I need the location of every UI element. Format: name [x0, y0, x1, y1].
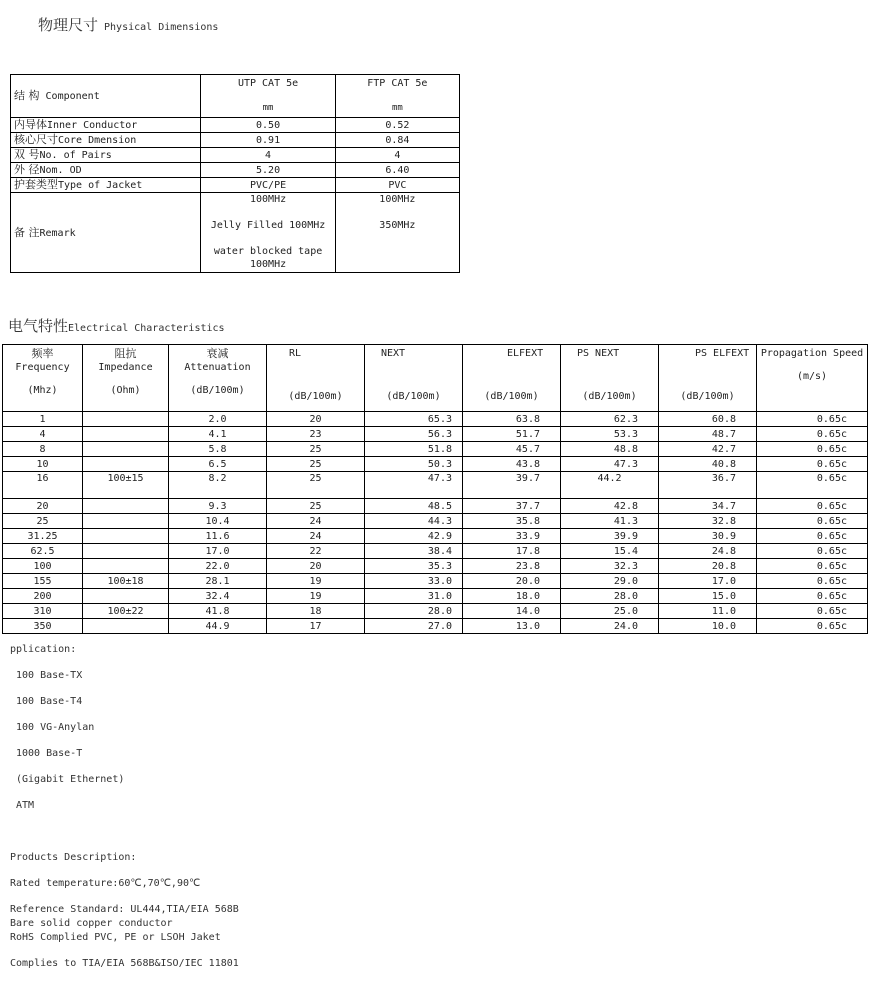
table-row: [11, 118, 460, 133]
table-cell: 50.3: [365, 457, 463, 472]
table-cell: 47.3: [561, 457, 659, 472]
table-cell: 28.0: [365, 604, 463, 619]
table-cell: 38.4: [365, 544, 463, 559]
table-cell: 20.8: [659, 559, 757, 574]
table-cell: 15.4: [561, 544, 659, 559]
table-cell: 20.0: [463, 574, 561, 589]
remark-utp-line: Jelly Filled 100MHz: [210, 220, 326, 231]
column-header: [83, 345, 169, 412]
table-cell: 29.0: [561, 574, 659, 589]
table-row: [3, 442, 868, 457]
column-unit: (m/s): [796, 371, 828, 382]
table-cell: 0.65c: [757, 472, 868, 499]
table-cell: [83, 499, 169, 514]
table-cell: 47.3: [365, 472, 463, 499]
remark-ftp: [335, 193, 459, 273]
utp-header-label: UTP CAT 5e: [237, 78, 299, 89]
table-cell: 0.65c: [757, 604, 868, 619]
table-row: [3, 499, 868, 514]
utp-value: 5.20: [201, 163, 335, 178]
table-cell: 17.0: [659, 574, 757, 589]
remark-ftp-line: 350MHz: [379, 220, 416, 231]
column-unit: (Mhz): [27, 385, 58, 396]
application-item: 100 VG-Anylan: [16, 722, 95, 733]
table-cell: 0.65c: [757, 589, 868, 604]
physical-title-cn: 物理尺寸: [38, 18, 99, 34]
table-cell: 30.9: [659, 529, 757, 544]
table-row: [11, 193, 460, 273]
products-title: Products Description:: [10, 852, 137, 863]
column-unit: (dB/100m): [680, 391, 735, 402]
table-row: [3, 559, 868, 574]
remark-utp-line: 100MHz: [250, 194, 287, 205]
table-cell: 350: [3, 619, 83, 634]
table-cell: 4.1: [169, 427, 267, 442]
complies-note: Complies to TIA/EIA 568B&ISO/IEC 11801: [10, 958, 239, 969]
physical-title-en: Physical Dimensions: [104, 22, 219, 33]
table-cell: 32.4: [169, 589, 267, 604]
table-cell: 0.65c: [757, 619, 868, 634]
column-header: [3, 345, 83, 412]
ftp-header-label: FTP CAT 5e: [367, 78, 428, 89]
component-label-en: Core Dmension: [58, 135, 137, 146]
column-unit: (Ohm): [110, 385, 141, 396]
column-header: [463, 345, 561, 412]
table-cell: [83, 442, 169, 457]
application-item: 1000 Base-T: [16, 748, 83, 759]
table-cell: 6.5: [169, 457, 267, 472]
remark-utp-line: water blocked tape: [213, 246, 323, 257]
table-cell: 0.65c: [757, 544, 868, 559]
utp-value: 0.50: [201, 118, 335, 133]
table-cell: 5.8: [169, 442, 267, 457]
reference-standard: Reference Standard: UL444,TIA/EIA 568B: [10, 904, 239, 915]
column-header-en: NEXT: [381, 348, 406, 359]
column-header: [757, 345, 868, 412]
table-cell: 53.3: [561, 427, 659, 442]
table-cell: [83, 514, 169, 529]
table-cell: [83, 619, 169, 634]
bare-copper: Bare solid copper conductor: [10, 918, 173, 929]
ftp-header: [335, 75, 459, 118]
table-cell: 44.9: [169, 619, 267, 634]
table-row: [3, 529, 868, 544]
table-cell: 9.3: [169, 499, 267, 514]
component-label-cn: 外 径: [14, 163, 40, 176]
application-item: 100 Base-TX: [16, 670, 83, 681]
column-unit: (dB/100m): [190, 385, 245, 396]
ftp-unit: mm: [391, 103, 403, 113]
table-cell: 0.65c: [757, 574, 868, 589]
table-cell: 33.9: [463, 529, 561, 544]
column-header-en: Propagation Speed: [760, 348, 864, 359]
table-cell: 8.2: [169, 472, 267, 499]
table-cell: 28.1: [169, 574, 267, 589]
table-cell: 0.65c: [757, 457, 868, 472]
remark-label: [11, 193, 201, 273]
table-cell: 200: [3, 589, 83, 604]
table-cell: 48.7: [659, 427, 757, 442]
remark-utp-line: 100MHz: [250, 259, 287, 270]
column-header: [561, 345, 659, 412]
component-label-cn: 内导体: [14, 118, 47, 131]
table-cell: 100: [3, 559, 83, 574]
table-cell: 0.65c: [757, 427, 868, 442]
table-cell: 25: [267, 442, 365, 457]
table-cell: 35.8: [463, 514, 561, 529]
table-cell: 25: [267, 472, 365, 499]
column-unit: (dB/100m): [484, 391, 539, 402]
table-row: [3, 589, 868, 604]
component-label: [11, 148, 201, 163]
table-cell: [83, 589, 169, 604]
table-cell: 10: [3, 457, 83, 472]
table-cell: 51.8: [365, 442, 463, 457]
table-row: [11, 148, 460, 163]
table-cell: [83, 559, 169, 574]
electrical-characteristics-title: [8, 315, 225, 336]
table-cell: 20: [3, 499, 83, 514]
column-header-en: ELFEXT: [507, 348, 544, 359]
utp-unit: mm: [262, 103, 274, 113]
component-label-cn: 核心尺寸: [14, 133, 58, 146]
application-item: 100 Base-T4: [16, 696, 83, 707]
table-cell: 2.0: [169, 412, 267, 427]
physical-dimensions-table: [10, 74, 460, 273]
table-cell: 10.4: [169, 514, 267, 529]
application-item: (Gigabit Ethernet): [16, 774, 125, 785]
table-cell: 25: [267, 457, 365, 472]
ftp-value: 6.40: [335, 163, 459, 178]
table-cell: 0.65c: [757, 514, 868, 529]
table-row: [3, 427, 868, 442]
ftp-value: 0.52: [335, 118, 459, 133]
table-row: [11, 178, 460, 193]
component-label-cn: 双 号: [14, 148, 40, 161]
table-cell: [83, 412, 169, 427]
table-cell: 31.25: [3, 529, 83, 544]
rated-temperature: Rated temperature:60℃,70℃,90℃: [10, 878, 201, 889]
remark-label-cn: 备 注: [14, 225, 40, 239]
table-cell: 31.0: [365, 589, 463, 604]
table-cell: 17.0: [169, 544, 267, 559]
table-cell: 34.7: [659, 499, 757, 514]
column-header-cn: 衰减: [206, 347, 229, 360]
physical-dimensions-title: [38, 14, 218, 35]
table-cell: 310: [3, 604, 83, 619]
table-cell: 45.7: [463, 442, 561, 457]
utp-header: [201, 75, 335, 118]
table-cell: 14.0: [463, 604, 561, 619]
column-unit: (dB/100m): [582, 391, 637, 402]
table-row: [3, 544, 868, 559]
table-cell: 18: [267, 604, 365, 619]
column-header: [169, 345, 267, 412]
table-row: [3, 574, 868, 589]
table-cell: 39.9: [561, 529, 659, 544]
table-cell: 11.6: [169, 529, 267, 544]
table-cell: 42.9: [365, 529, 463, 544]
table-cell: 1: [3, 412, 83, 427]
remark-utp: [201, 193, 335, 273]
utp-value: 0.91: [201, 133, 335, 148]
table-cell: 0.65c: [757, 412, 868, 427]
table-cell: 62.3: [561, 412, 659, 427]
column-header-en: PS ELFEXT: [695, 348, 750, 359]
table-cell: 23: [267, 427, 365, 442]
table-cell: 48.8: [561, 442, 659, 457]
remark-ftp-line: 100MHz: [379, 194, 416, 205]
table-cell: 42.8: [561, 499, 659, 514]
table-header-row: [3, 345, 868, 412]
utp-value: 4: [201, 148, 335, 163]
column-header-en: RL: [289, 348, 302, 359]
table-cell: 28.0: [561, 589, 659, 604]
utp-value: PVC/PE: [201, 178, 335, 193]
table-cell: 27.0: [365, 619, 463, 634]
column-header-en: Attenuation: [184, 362, 251, 373]
component-label-en: Inner Conductor: [47, 120, 138, 131]
table-cell: 48.5: [365, 499, 463, 514]
component-label: [11, 133, 201, 148]
table-cell: 13.0: [463, 619, 561, 634]
table-cell: [83, 457, 169, 472]
table-cell: 11.0: [659, 604, 757, 619]
table-cell: 16: [3, 472, 83, 499]
table-cell: 25: [3, 514, 83, 529]
column-header-cn: 阻抗: [114, 347, 137, 360]
table-row: [11, 133, 460, 148]
table-cell: 0.65c: [757, 559, 868, 574]
table-cell: 22: [267, 544, 365, 559]
table-cell: 41.8: [169, 604, 267, 619]
table-row: [11, 163, 460, 178]
table-cell: [83, 544, 169, 559]
table-row: [3, 457, 868, 472]
table-cell: 32.8: [659, 514, 757, 529]
column-header-cn: 频率: [31, 347, 54, 360]
table-cell: 20: [267, 559, 365, 574]
ftp-value: 0.84: [335, 133, 459, 148]
table-cell: 15.0: [659, 589, 757, 604]
table-cell: 40.8: [659, 457, 757, 472]
table-cell: 44.3: [365, 514, 463, 529]
column-unit: (dB/100m): [288, 391, 343, 402]
component-label-en: Type of Jacket: [58, 180, 143, 191]
component-label-en: No. of Pairs: [39, 150, 112, 161]
table-cell: 19: [267, 589, 365, 604]
remark-label-en: Remark: [39, 227, 76, 239]
table-cell: [83, 529, 169, 544]
component-header: [11, 75, 201, 118]
table-cell: 32.3: [561, 559, 659, 574]
table-cell: 155: [3, 574, 83, 589]
component-header-cn: 结 构: [14, 89, 40, 102]
table-row: [3, 412, 868, 427]
column-header-en: Frequency: [15, 362, 70, 373]
electrical-title-en: Electrical Characteristics: [68, 323, 225, 334]
column-header: [365, 345, 463, 412]
table-cell: 56.3: [365, 427, 463, 442]
table-cell: 35.3: [365, 559, 463, 574]
component-label: [11, 178, 201, 193]
table-cell: 17: [267, 619, 365, 634]
table-cell: 33.0: [365, 574, 463, 589]
application-item: ATM: [16, 800, 35, 811]
application-title: pplication:: [10, 644, 77, 655]
table-cell: 36.7: [659, 472, 757, 499]
table-cell: 60.8: [659, 412, 757, 427]
table-cell: 24.0: [561, 619, 659, 634]
component-label-cn: 护套类型: [14, 178, 58, 191]
table-cell: 19: [267, 574, 365, 589]
table-cell: 100±15: [83, 472, 169, 499]
table-cell: 25.0: [561, 604, 659, 619]
table-cell: 24.8: [659, 544, 757, 559]
component-label: [11, 118, 201, 133]
table-cell: 18.0: [463, 589, 561, 604]
column-header-en: Impedance: [98, 362, 153, 373]
table-row: [3, 472, 868, 499]
table-cell: 100±22: [83, 604, 169, 619]
table-cell: 20: [267, 412, 365, 427]
table-cell: 10.0: [659, 619, 757, 634]
electrical-title-cn: 电气特性: [8, 319, 69, 335]
table-row: [3, 514, 868, 529]
ftp-value: 4: [335, 148, 459, 163]
table-cell: 44.2: [561, 472, 659, 499]
table-cell: 4: [3, 427, 83, 442]
table-cell: 25: [267, 499, 365, 514]
table-cell: 8: [3, 442, 83, 457]
ftp-value: PVC: [335, 178, 459, 193]
table-cell: 100±18: [83, 574, 169, 589]
table-cell: 39.7: [463, 472, 561, 499]
component-label-en: Nom. OD: [39, 165, 82, 176]
table-cell: 63.8: [463, 412, 561, 427]
table-cell: 24: [267, 529, 365, 544]
table-cell: 62.5: [3, 544, 83, 559]
table-row: [3, 619, 868, 634]
table-cell: 0.65c: [757, 499, 868, 514]
column-header-en: PS NEXT: [577, 348, 620, 359]
table-row: [3, 604, 868, 619]
column-unit: (dB/100m): [386, 391, 441, 402]
table-cell: 22.0: [169, 559, 267, 574]
component-label: [11, 163, 201, 178]
table-cell: [83, 427, 169, 442]
table-cell: 24: [267, 514, 365, 529]
component-header-en: Component: [45, 91, 100, 102]
column-header: [659, 345, 757, 412]
table-cell: 17.8: [463, 544, 561, 559]
table-cell: 23.8: [463, 559, 561, 574]
electrical-characteristics-table: [2, 344, 868, 634]
table-cell: 42.7: [659, 442, 757, 457]
column-header: [267, 345, 365, 412]
table-cell: 41.3: [561, 514, 659, 529]
rohs-note: RoHS Complied PVC, PE or LSOH Jaket: [10, 932, 221, 943]
table-cell: 37.7: [463, 499, 561, 514]
table-row: [11, 75, 460, 118]
table-cell: 65.3: [365, 412, 463, 427]
table-cell: 0.65c: [757, 442, 868, 457]
table-cell: 51.7: [463, 427, 561, 442]
table-cell: 43.8: [463, 457, 561, 472]
table-cell: 0.65c: [757, 529, 868, 544]
